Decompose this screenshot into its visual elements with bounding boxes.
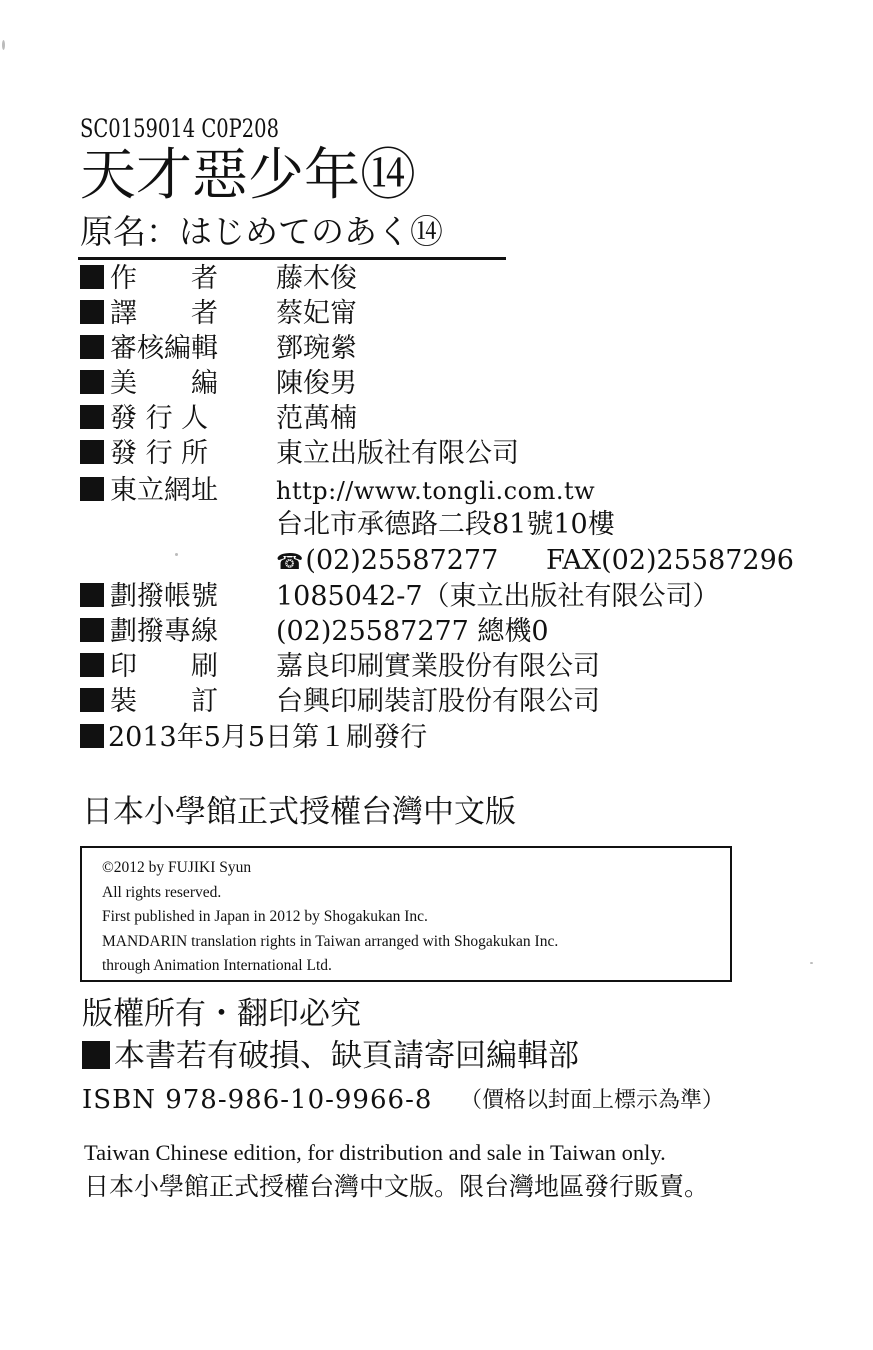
title-divider (78, 257, 506, 260)
product-code: SC0159014 C0P208 (80, 114, 279, 143)
phone-number: (02)25587277 (305, 545, 499, 576)
credit-row-binding (80, 685, 600, 719)
copyright-line: All rights reserved. (102, 883, 222, 901)
copyright-line: MANDARIN translation rights in Taiwan arranged with Shogakukan Inc. (102, 932, 559, 950)
print-date-row (80, 721, 427, 755)
damage-notice: 本書若有破損、缺頁請寄回編輯部 (114, 1038, 579, 1074)
official-license: 日本小學館正式授權台灣中文版 (82, 794, 516, 830)
fax-number: FAX(02)25587296 (546, 545, 794, 576)
bullet-square (80, 688, 104, 712)
credit-row-publisher (80, 402, 357, 436)
damage-notice-row (82, 1036, 579, 1076)
copyright-line: through Animation International Ltd. (102, 957, 332, 974)
credit-row-translator (80, 297, 357, 331)
bullet-square (80, 265, 104, 289)
credit-value: (02)25587277 總機0 (276, 616, 549, 647)
credit-label: 作 者 (110, 263, 218, 294)
book-title: 天才惡少年⑭ (80, 143, 416, 208)
credit-value: 蔡妃甯 (276, 298, 357, 329)
bullet-square (80, 724, 104, 748)
credit-label: 劃撥帳號 (110, 581, 218, 612)
copyright-line: First published in Japan in 2012 by Shogakukan Inc. (102, 908, 428, 925)
credit-value: 台興印刷裝訂股份有限公司 (276, 686, 600, 717)
website-url[interactable]: http://www.tongli.com.tw (276, 477, 596, 505)
bullet-square (80, 440, 104, 464)
credit-label: 發 行 所 (110, 438, 209, 469)
credit-value: 鄧琬縈 (276, 333, 357, 364)
credit-value: 藤木俊 (276, 263, 357, 294)
distribution-english: Taiwan Chinese edition, for distribution and sale in Taiwan only. (84, 1140, 666, 1165)
credit-value: 嘉良印刷實業股份有限公司 (276, 651, 600, 682)
rights-reserved: 版權所有・翻印必究 (82, 996, 361, 1032)
credit-row-printing (80, 650, 600, 684)
credit-label: 印 刷 (110, 651, 218, 682)
bullet-square (80, 477, 104, 501)
credit-row-author (80, 262, 357, 296)
bullet-square (80, 335, 104, 359)
credit-row-website (80, 474, 596, 508)
credit-value: 1085042-7（東立出版社有限公司） (276, 581, 720, 612)
bullet-square (80, 653, 104, 677)
phone-line (276, 544, 498, 580)
scan-speck (2, 40, 5, 50)
bullet-square (80, 583, 104, 607)
print-date: 2013年5月5日第１刷發行 (108, 722, 428, 753)
credit-label: 東立網址 (110, 475, 218, 506)
scan-speck (810, 962, 813, 964)
price-note: （價格以封面上標示為準） (460, 1088, 725, 1113)
bullet-square (80, 405, 104, 429)
copyright-line: ©2012 by FUJIKI Syun (102, 859, 252, 876)
bullet-square (80, 618, 104, 642)
scan-speck (175, 553, 178, 556)
credit-row-editor (80, 332, 357, 366)
bullet-square (80, 370, 104, 394)
bullet-square (80, 300, 104, 324)
credit-value: 陳俊男 (276, 368, 357, 399)
credit-row-publishing-house (80, 437, 519, 471)
original-title: 原名：はじめてのあく⑭ (80, 212, 443, 251)
credit-label: 美 編 (110, 368, 218, 399)
distribution-chinese: 日本小學館正式授權台灣中文版。限台灣地區發行販賣。 (84, 1172, 710, 1201)
isbn: ISBN 978-986-10-9966-8 (82, 1085, 433, 1115)
credit-label: 發 行 人 (110, 403, 209, 434)
copyright-box (80, 846, 732, 982)
credit-label: 審核編輯 (110, 333, 218, 364)
credit-row-postal-account (80, 580, 720, 614)
credit-row-postal-line (80, 615, 549, 649)
credit-value: 范萬楠 (276, 403, 357, 434)
telephone-icon: ☎ (276, 550, 304, 575)
credit-label: 裝 訂 (110, 686, 218, 717)
credit-label: 譯 者 (110, 298, 218, 329)
bullet-square (82, 1041, 110, 1069)
credit-row-art-editor (80, 367, 357, 401)
credit-value: 東立出版社有限公司 (276, 438, 519, 469)
address: 台北市承德路二段81號10樓 (276, 509, 615, 540)
credit-label: 劃撥專線 (110, 616, 218, 647)
